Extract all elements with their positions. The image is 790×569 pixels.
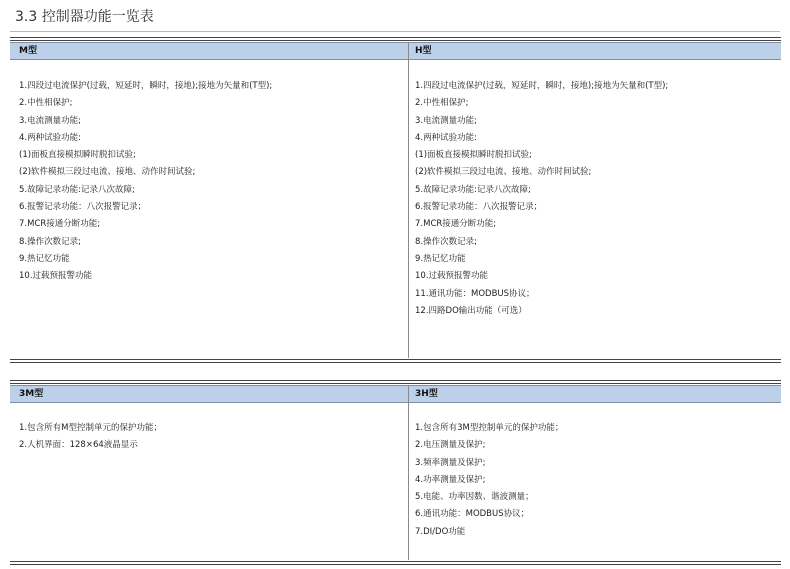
title-divider <box>10 31 780 32</box>
m-type-feature-list <box>19 78 272 286</box>
feature-item: 6.报警记录功能：八次报警记录； <box>415 202 543 213</box>
feature-item: 4.两种试验功能: <box>19 132 81 143</box>
h-type-feature-list <box>415 78 668 320</box>
header-3h-type: 3H型 <box>415 389 438 399</box>
feature-item: 4.功率测量及保护; <box>415 474 486 485</box>
feature-item: 3.频率测量及保护; <box>415 457 486 468</box>
feature-item: 1.包含所有M型控制单元的保护功能； <box>19 423 162 433</box>
feature-table-m-h <box>10 37 781 363</box>
feature-item: 5.电能、功率因数、谐波测量； <box>415 492 534 503</box>
feature-item: 1.包含所有3M型控制单元的保护功能； <box>415 423 564 433</box>
header-3m-type: 3M型 <box>19 389 44 399</box>
feature-item: 2.中性相保护; <box>19 98 73 109</box>
feature-item: 8.操作次数记录; <box>19 236 81 247</box>
feature-item: 12.四路DO输出功能（可选） <box>415 305 527 316</box>
feature-item: 5.故障记录功能:记录八次故障; <box>415 184 531 195</box>
feature-item: 2.人机界面：128×64液晶显示 <box>19 440 138 451</box>
feature-item: 10.过载预报警功能 <box>19 271 93 282</box>
column-divider <box>408 42 409 358</box>
feature-item: 6.通讯功能：MODBUS协议； <box>415 509 530 520</box>
feature-item: (1)面板直接模拟瞬时脱扣试验; <box>19 150 136 161</box>
feature-item: 11.通讯功能：MODBUS协议； <box>415 288 535 299</box>
feature-item: 4.两种试验功能: <box>415 132 477 143</box>
feature-item: 7.DI/DO功能 <box>415 526 466 537</box>
header-m-type: M型 <box>19 46 37 56</box>
feature-item: 10.过载预报警功能 <box>415 271 489 282</box>
feature-table-3m-3h <box>10 380 781 565</box>
feature-item: (2)软件模拟三段过电流、接地、动作时间试验; <box>19 167 196 178</box>
feature-item: 2.中性相保护; <box>415 98 469 109</box>
feature-item: 8.操作次数记录; <box>415 236 477 247</box>
feature-item: 3.电流测量功能; <box>19 115 81 126</box>
feature-item: 9.热记忆功能 <box>415 253 466 264</box>
3h-type-feature-list <box>415 420 563 541</box>
header-h-type: H型 <box>415 46 432 56</box>
feature-item: 7.MCR接通分断功能; <box>415 219 497 230</box>
feature-item: 6.报警记录功能：八次报警记录； <box>19 202 147 213</box>
feature-item: 7.MCR接通分断功能; <box>19 219 101 230</box>
column-divider <box>408 385 409 560</box>
feature-item: (2)软件模拟三段过电流、接地、动作时间试验; <box>415 167 592 178</box>
feature-item: 1.四段过电流保护(过载，短延时，瞬时，接地);接地为矢量和(T型); <box>19 81 273 91</box>
feature-item: 9.热记忆功能 <box>19 253 70 264</box>
table-header-row <box>10 385 781 403</box>
feature-item: (1)面板直接模拟瞬时脱扣试验; <box>415 150 532 161</box>
feature-item: 3.电流测量功能; <box>415 115 477 126</box>
feature-item: 5.故障记录功能:记录八次故障; <box>19 184 135 195</box>
page-title: 3.3 控制器功能一览表 <box>15 9 154 25</box>
3m-type-feature-list <box>19 420 162 455</box>
table-header-row <box>10 42 781 60</box>
feature-item: 2.电压测量及保护; <box>415 440 486 451</box>
feature-item: 1.四段过电流保护(过载，短延时，瞬时，接地);接地为矢量和(T型); <box>415 81 669 91</box>
